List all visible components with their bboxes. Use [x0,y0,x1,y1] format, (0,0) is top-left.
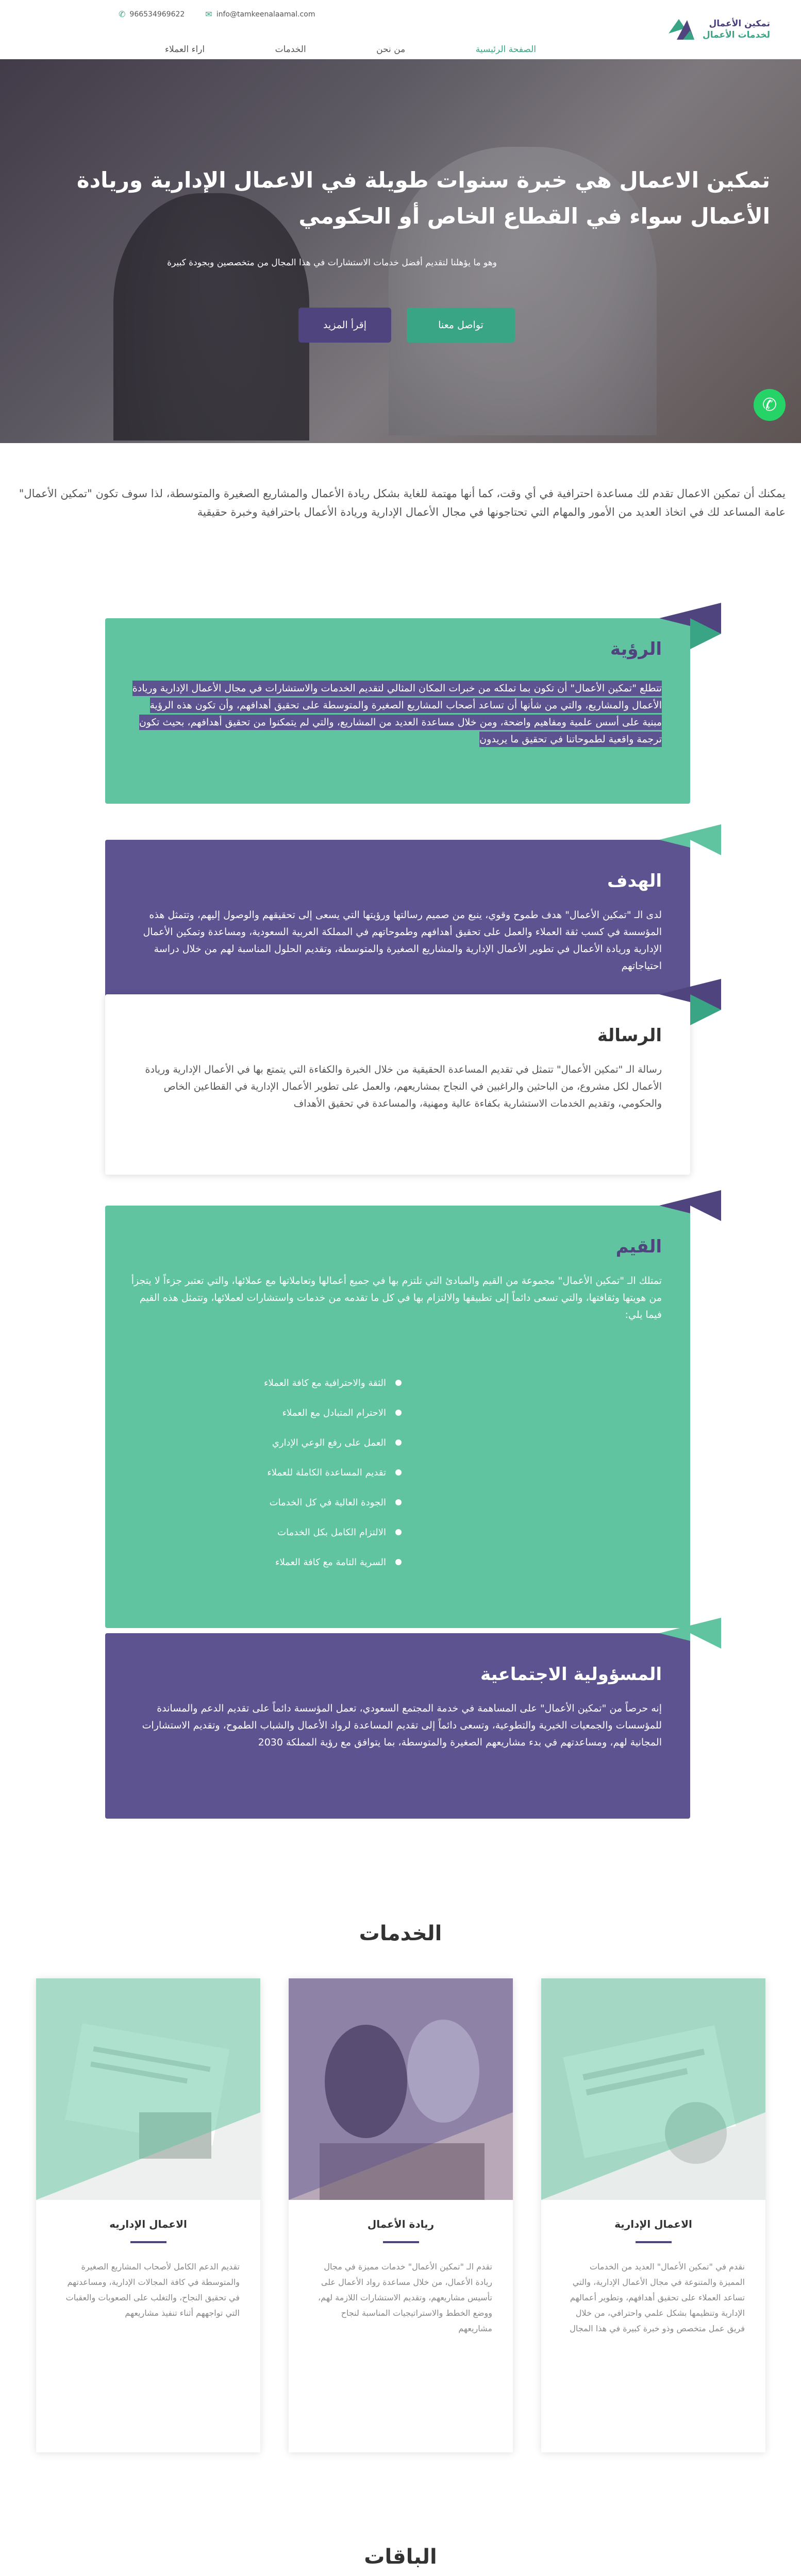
bullet-icon [395,1410,402,1416]
read-more-button[interactable]: إقرأ المزيد [298,308,391,343]
service-card[interactable] [36,1978,260,2452]
top-email[interactable] [205,9,315,19]
values-flag-icon [659,1190,721,1236]
values-item [264,1428,402,1458]
brand-line1: تمكين الأعمال [709,19,770,29]
goal-title: الهدف [607,871,662,891]
message-body: رسالة الـ "تمكين الأعمال" تتمثل في تقديم المساعدة الحقيقية من خلال الخبرة والكفاءة التي يتمتع بها في الأعمال الإدارية وريادة الأعمال لكل مشروع، من الباحثين والراغبين في النجاح بمشاريعهم، والعمل على تطوير الأعمال الإدارية في القطاعين الخاص والحكومي، وتقديم الخدمات الاستشارية بكفاءة عالية ومهنية، والمساعدة في تحقيق الأهداف [145,1064,662,1109]
values-list [264,1368,402,1577]
main-nav [119,39,582,60]
values-item-text: السرية التامة مع كافة العملاء [275,1556,386,1568]
top-contact-bar [119,9,315,19]
contact-us-button[interactable]: تواصل معنا [407,308,515,343]
mail-icon: ✉ [205,9,212,19]
service-body: تقديم الدعم الكامل لأصحاب المشاريع الصغيرة والمتوسطة في كافة المجالات الإدارية، ومساعدتهم في تحقيق النجاح، والتغلب على الصعوبات والعقبات التي تواجههم أثناء تنفيذ مشاريعهم [65,2262,240,2318]
bullet-icon [395,1380,402,1386]
service-body: تقدم الـ "تمكين الأعمال" خدمات مميزة في مجال ريادة الأعمال، من خلال مساعدة رواد الأعمال على تأسيس مشاريعهم، وتقديم الاستشارات اللازمة لهم، ووضع الخطط والاستراتيجيات المناسبة لنجاح مشاريعهم [318,2262,492,2333]
message-flag-icon [659,979,721,1025]
bullet-icon [395,1469,402,1476]
values-item-text: الجودة العالية في كل الخدمات [269,1497,386,1508]
phone-icon: ✆ [119,9,126,19]
service-underline [130,2241,166,2243]
bullet-icon [395,1499,402,1505]
values-item [264,1368,402,1398]
message-card [105,994,690,1175]
vision-title: الرؤية [610,639,662,659]
values-item-text: العمل على رفع الوعي الإداري [272,1437,386,1448]
social-body: إنه حرصاً من "تمكين الأعمال" على المساهمة في خدمة المجتمع السعودي، تعمل المؤسسة دائماً على تقديم الدعم والمساندة للمؤسسات والجمعيات الخيرية والتطوعية، وتسعى دائماً إلى تقديم المساعدة لرواد الأعمال والشباب الطموح، وتقديم الاستشارات المجانية لهم، ومساعدتهم في بدء مشاريعهم الصغيرة والمتوسطة، بما يتوافق مع رؤية المملكة 2030 [142,1703,662,1748]
message-title: الرسالة [597,1025,662,1046]
bullet-icon [395,1559,402,1565]
services-title: الخدمات [359,1922,442,1945]
values-item [264,1398,402,1428]
social-flag-icon [659,1618,721,1664]
bullet-icon [395,1529,402,1535]
service-image [36,1978,260,2200]
vision-flag-icon [659,603,721,649]
social-title: المسؤولية الاجتماعية [480,1664,662,1685]
service-card[interactable] [541,1978,765,2452]
goal-body: لدى الـ "تمكين الأعمال" هدف طموح وقوي، ينبع من صميم رسالتها ورؤيتها التي يسعى إلى تحقيقهم والوصول إليهم، وتتمثل هذه المؤسسة في كسب ثقة العملاء والعمل على تحقيق أهدافهم وطموحاتهم في المملكة العربية السعودية، ومساعدة وتمكين الأعمال الإدارية وريادة الأعمال في تطوير الأعمال الإدارية والمشاريع الصغيرة والمتوسطة، وتقديم الحلول المناسبة لهم من خلال دراسة احتياجاتهم [143,909,662,972]
hero-title: تمكين الاعمال هي خبرة سنوات طويلة في الاعمال الإدارية وريادة الأعمال سواء في القطاع الخاص أو الحكومي [76,167,770,229]
brand-mark-icon [664,13,697,46]
site-header [0,0,801,59]
whatsapp-icon[interactable]: ✆ [754,389,786,421]
bullet-icon [395,1439,402,1446]
service-underline [383,2241,419,2243]
brand-logo[interactable] [657,6,770,53]
top-email-text: info@tamkeenalaamal.com [216,10,315,19]
nav-testimonials[interactable]: اراء العملاء [165,44,205,55]
brand-line2: لخدمات الأعمال [703,30,770,40]
values-item [264,1487,402,1517]
values-body: تمتلك الـ "تمكين الأعمال" مجموعة من القيم والمبادئ التي تلتزم بها في جميع أعمالها وتعاملاتها مع عملائها، والتي تعتبر جزءاً لا يتجزأ من هويتها وثقافتها، والتي تسعى دائماً إلى تطبيقها والالتزام بها في كل ما تقدمه من خدمات واستشارات لعملائها، وتتمثل هذه القيم فيما يلي: [131,1275,662,1320]
goal-flag-icon [659,824,721,871]
service-image [541,1978,765,2200]
nav-home[interactable]: الصفحة الرئيسية [475,44,536,55]
values-title: القيم [615,1236,662,1257]
values-item-text: تقديم المساعدة الكاملة للعملاء [267,1467,386,1478]
values-item [264,1517,402,1547]
values-item-text: الاحترام المتبادل مع العملاء [282,1407,386,1418]
intro-paragraph: يمكنك أن تمكين الاعمال تقدم لك مساعدة احترافية في أي وقت، كما أنها مهتمة للغاية بشكل ريادة الأعمال والمشاريع الصغيرة والمتوسطة، لذا سوف تكون "تمكين الأعمال" عامة المساعد لك في اتخاذ العديد من الأمور والمهام التي تحتاجونها في مجال الأعمال الإدارية وريادة الأعمال باحترافية وخبرة حقيقية [19,487,786,518]
top-phone-text: 966534969622 [129,10,185,19]
hero-subtitle: وهو ما يؤهلنا لتقديم أفضل خدمات الاستشارات في هذا المجال من متخصصين وبجودة كبيرة [167,258,497,268]
service-body: نقدم في "تمكين الأعمال" العديد من الخدمات المميزة والمتنوعة في مجال الأعمال الإدارية، والتي تساعد العملاء على تحقيق أهدافهم، وتطوير أعمالهم الإدارية وتنظيمها بشكل علمي واحترافي، من خلال فريق عمل متخصص وذو خبرة كبيرة في هذا المجال [570,2262,745,2333]
nav-services[interactable]: الخدمات [275,44,306,55]
hero-overlay [0,59,801,443]
vision-body-text: تتطلع "تمكين الأعمال" أن تكون بما تملكه من خبرات المكان المثالي لتقديم الخدمات والاستشارات في مجال الأعمال الإدارية وريادة الأعمال والمشاريع، والتي من شأنها أن تساعد أصحاب المشاريع الصغيرة والمتوسطة على تحقيق أهدافهم، وأن تكون هذه الرؤية مبنية على أسس علمية ومفاهيم واضحة، ومن خلال مساعدة العديد من المشاريع، والتي لم يتمكنوا من تحقيق أهدافهم، بحيث تكون ترجمة واقعية لطموحاتنا في تحقيق ما يريدون [132,681,662,747]
service-title: ريادة الأعمال [367,2218,435,2230]
brand-name [703,18,770,41]
service-card[interactable] [289,1978,513,2452]
values-card [105,1206,690,1628]
values-item [264,1458,402,1487]
service-image [289,1978,513,2200]
values-item-text: الالتزام الكامل بكل الخدمات [277,1527,386,1538]
hero-section [0,59,801,443]
values-item [264,1547,402,1577]
service-title: الاعمال الإداريه [109,2218,187,2230]
values-item-text: الثقة والاحترافية مع كافة العملاء [263,1377,386,1388]
top-phone[interactable] [119,9,185,19]
vision-card [105,618,690,804]
vision-body [131,680,662,748]
packages-title: الباقات [364,2545,437,2569]
service-title: الاعمال الإدارية [614,2218,692,2230]
nav-about[interactable]: من نحن [376,44,406,55]
social-responsibility-card [105,1633,690,1819]
hero-buttons [298,308,515,343]
service-underline [636,2241,672,2243]
